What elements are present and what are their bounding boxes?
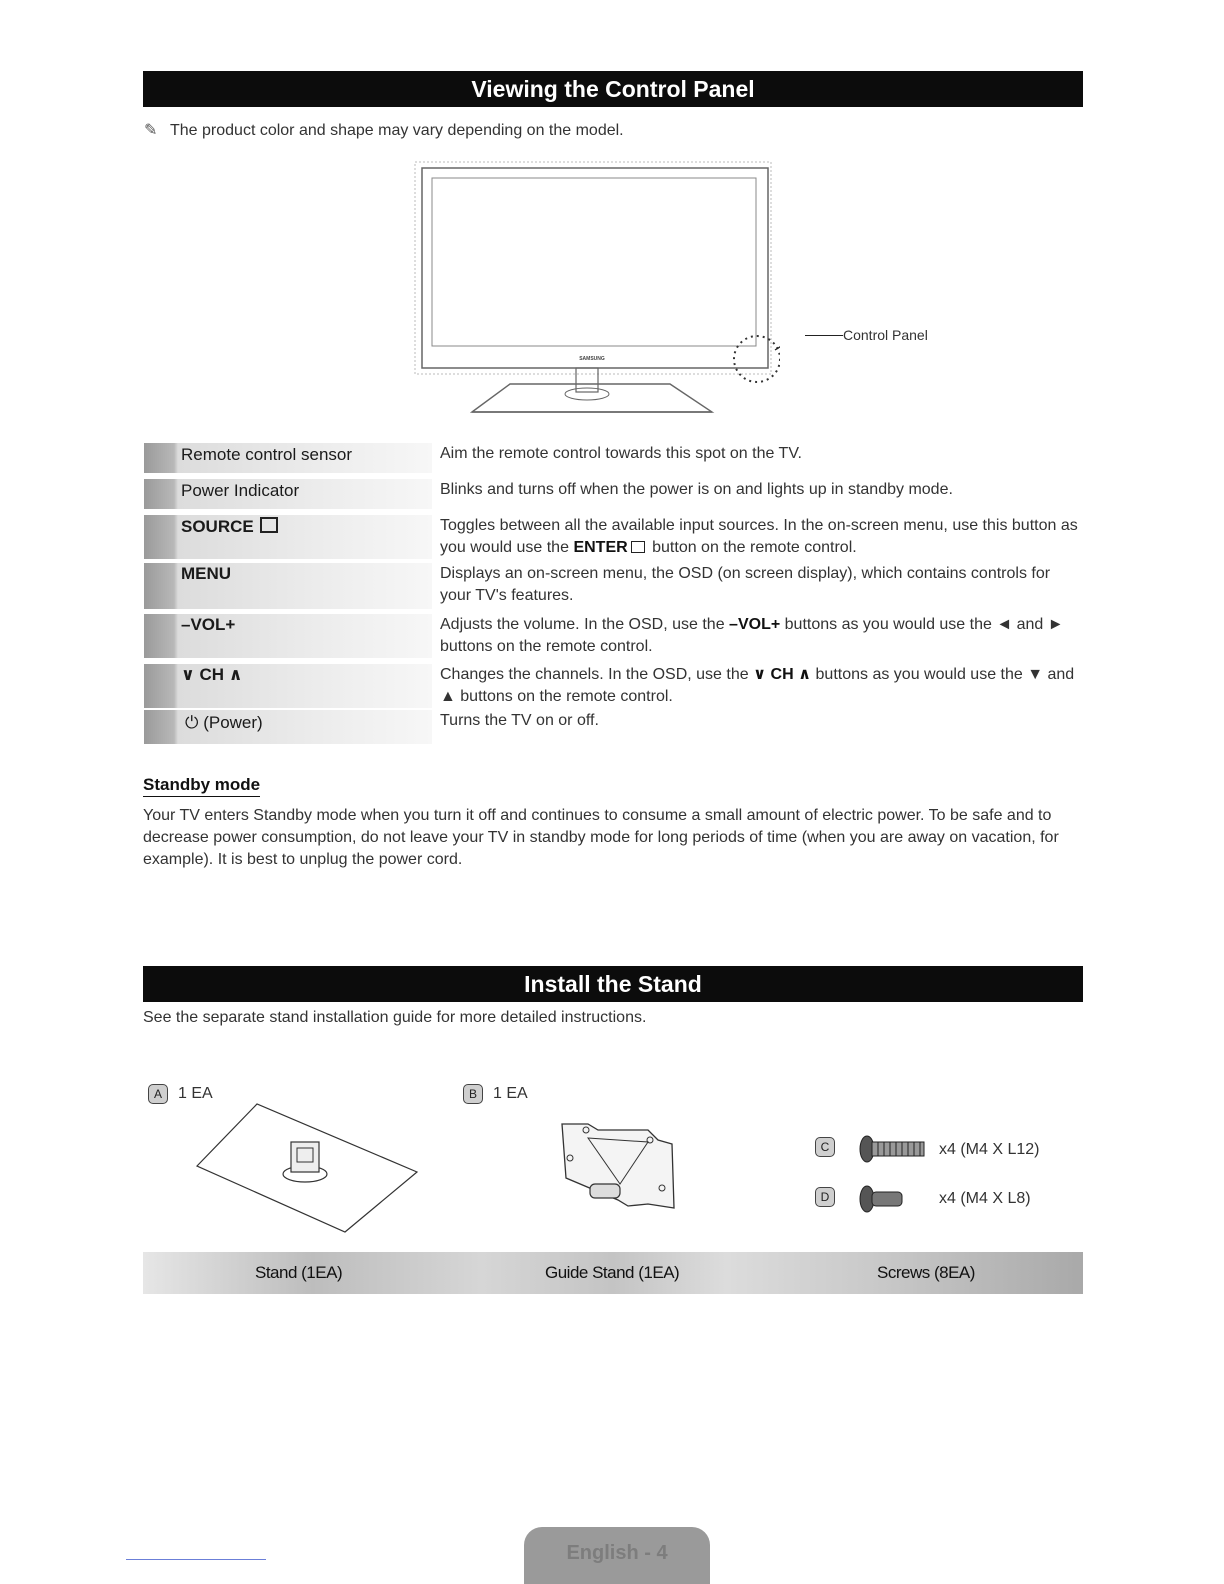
part-c-badge: C (815, 1137, 835, 1157)
tv-illustration (410, 160, 780, 425)
page-number-tab: English - 4 (524, 1527, 710, 1584)
section-title-control-panel: Viewing the Control Panel (143, 71, 1083, 107)
screw-long-icon (858, 1134, 928, 1164)
part-c-qty: x4 (M4 X L12) (939, 1141, 1040, 1158)
footer-rule (126, 1559, 266, 1560)
feature-desc: Displays an on-screen menu, the OSD (on screen display), which contains controls for your TV's features. (440, 565, 1051, 604)
pencil-icon: ✎ (144, 122, 158, 139)
power-icon: ⏻ (185, 713, 199, 732)
feature-name: Power Indicator (144, 479, 432, 509)
screws-label: Screws (8EA) (877, 1263, 975, 1282)
model-note: ✎ The product color and shape may vary depending on the model. (144, 122, 624, 139)
feature-name: Remote control sensor (144, 443, 432, 473)
callout-line (805, 335, 843, 336)
part-b-label: B 1 EA (463, 1084, 528, 1104)
feature-name: MENU (144, 563, 432, 609)
feature-desc: Changes the channels. In the OSD, use the ∨ CH ∧ buttons as you would use the ▼ and ▲ buttons on the remote control. (440, 666, 1075, 705)
enter-icon (631, 541, 645, 553)
tv-brand-logo: SAMSUNG (579, 356, 605, 362)
stand-label: Stand (1EA) (255, 1263, 343, 1282)
screw-short-icon (858, 1184, 908, 1214)
stand-note: See the separate stand installation guide for more detailed instructions. (143, 1009, 647, 1026)
feature-name: ∨ CH ∧ (144, 664, 432, 708)
parts-label-bar (143, 1252, 1083, 1294)
feature-desc: Aim the remote control towards this spot on the TV. (440, 445, 802, 462)
guide-stand-illustration (558, 1118, 683, 1213)
guide-stand-label: Guide Stand (1EA) (545, 1263, 680, 1282)
section-title-install-stand: Install the Stand (143, 966, 1083, 1002)
feature-desc: Turns the TV on or off. (440, 712, 599, 729)
standby-title: Standby mode (143, 775, 260, 797)
feature-name: SOURCE (144, 515, 432, 559)
stand-illustration (195, 1100, 420, 1235)
enter-icon (260, 517, 278, 533)
part-d-qty: x4 (M4 X L8) (939, 1190, 1031, 1207)
feature-desc: Toggles between all the available input sources. In the on-screen menu, use this button as you would use the ENTER button on the remote control. (440, 517, 1078, 556)
control-panel-label: Control Panel (843, 327, 928, 343)
feature-desc: Adjusts the volume. In the OSD, use the –VOL+ buttons as you would use the ◄ and ► buttons on the remote control. (440, 616, 1064, 655)
part-d-badge: D (815, 1187, 835, 1207)
feature-name: ⏻ (Power) (144, 710, 432, 744)
part-a-label: A 1 EA (148, 1084, 213, 1104)
feature-desc: Blinks and turns off when the power is on and lights up in standby mode. (440, 481, 953, 498)
standby-body: Your TV enters Standby mode when you turn it off and continues to consume a small amount of electric power. To be safe and to decrease power consumption, do not leave your TV in standby mode for long periods of time (when you are away on vacation, for example). It is best to unplug the power cord. (143, 807, 1059, 868)
feature-name: –VOL+ (144, 614, 432, 658)
